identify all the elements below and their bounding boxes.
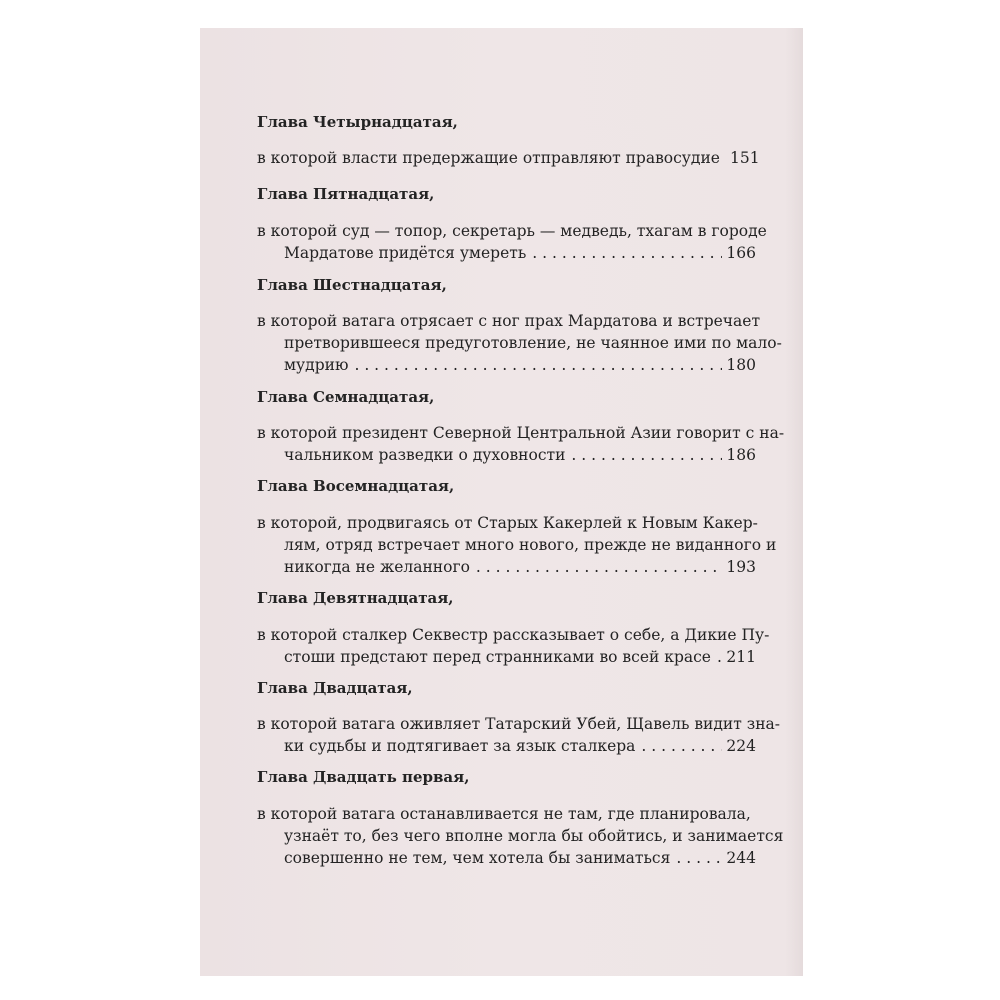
toc-entry-19 xyxy=(257,624,770,668)
page-number: 244 xyxy=(726,849,756,867)
entry-text: ки судьбы и подтягивает за язык сталкера xyxy=(284,737,636,755)
toc-entry-21 xyxy=(257,803,784,869)
dot-leader xyxy=(717,646,722,668)
entry-line xyxy=(257,422,785,444)
entry-line xyxy=(257,646,756,668)
toc-entry-14 xyxy=(257,147,760,169)
entry-line xyxy=(257,534,777,556)
dot-leader xyxy=(476,556,722,578)
entry-line xyxy=(257,803,756,825)
entry-text: чальником разведки о духовности xyxy=(284,446,566,464)
entry-line xyxy=(257,735,756,757)
chapter-heading-21: Глава Двадцать первая, xyxy=(257,768,470,786)
entry-line xyxy=(257,556,756,578)
entry-text: стоши предстают перед странниками во всей красе xyxy=(284,648,711,666)
entry-text: мудрию xyxy=(284,356,349,374)
page-number: 193 xyxy=(726,558,756,576)
dot-leader xyxy=(532,242,722,264)
entry-line xyxy=(257,713,781,735)
entry-text: в которой власти предержащие отправляют правосудие xyxy=(257,149,720,167)
entry-text: в которой сталкер Секвестр рассказывает о себе, а Дикие Пу- xyxy=(257,626,770,644)
page-number: 166 xyxy=(726,244,756,262)
entry-text: претворившееся предуготовление, не чаянное ими по мало- xyxy=(284,334,782,352)
page-number: 186 xyxy=(726,446,756,464)
toc-entry-15 xyxy=(257,220,767,264)
entry-text: никогда не желанного xyxy=(284,558,470,576)
entry-text: в которой ватага останавливается не там, где планировала, xyxy=(257,805,751,823)
toc-entry-18 xyxy=(257,512,777,578)
chapter-heading-15: Глава Пятнадцатая, xyxy=(257,185,435,203)
entry-line xyxy=(257,332,782,354)
dot-leader xyxy=(354,354,722,376)
entry-text: узнаёт то, без чего вполне могла бы обойтись, и занимается xyxy=(284,827,784,845)
entry-line xyxy=(257,847,756,869)
entry-text: в которой, продвигаясь от Старых Какерлей к Новым Какер- xyxy=(257,514,758,532)
entry-text: совершенно не тем, чем хотела бы заниматься xyxy=(284,849,671,867)
entry-text: лям, отряд встречает много нового, прежде не виданного и xyxy=(284,536,777,554)
toc-entry-17 xyxy=(257,422,785,466)
entry-text: Мардатове придётся умереть xyxy=(284,244,527,262)
entry-text: в которой ватага оживляет Татарский Убей, Щавель видит зна- xyxy=(257,715,781,733)
chapter-heading-20: Глава Двадцатая, xyxy=(257,679,413,697)
chapter-heading-18: Глава Восемнадцатая, xyxy=(257,477,455,495)
chapter-heading-19: Глава Девятнадцатая, xyxy=(257,589,454,607)
entry-text: в которой президент Северной Центральной Азии говорит с на- xyxy=(257,424,785,442)
toc-entry-16 xyxy=(257,310,782,376)
entry-line xyxy=(257,512,756,534)
entry-text: в которой ватага отрясает с ног прах Мардатова и встречает xyxy=(257,312,761,330)
page-number: 151 xyxy=(729,149,760,167)
dot-leader xyxy=(676,847,722,869)
toc-entry-20 xyxy=(257,713,781,757)
entry-line xyxy=(257,242,756,264)
entry-line xyxy=(257,310,761,332)
page-edge-shadow xyxy=(785,28,803,976)
dot-leader xyxy=(641,735,722,757)
entry-line xyxy=(257,220,767,242)
entry-line xyxy=(257,624,770,646)
chapter-heading-16: Глава Шестнадцатая, xyxy=(257,276,447,294)
chapter-heading-17: Глава Семнадцатая, xyxy=(257,388,435,406)
page-number: 211 xyxy=(726,648,756,666)
chapter-heading-14: Глава Четырнадцатая, xyxy=(257,113,458,131)
entry-text: в которой суд — топор, секретарь — медведь, тхагам в городе xyxy=(257,222,767,240)
entry-line xyxy=(257,825,784,847)
entry-line xyxy=(257,444,756,466)
entry-line xyxy=(257,354,756,376)
page-number: 224 xyxy=(726,737,756,755)
book-page xyxy=(200,28,803,976)
page-number: 180 xyxy=(726,356,756,374)
dot-leader xyxy=(571,444,722,466)
entry-line xyxy=(257,147,760,169)
